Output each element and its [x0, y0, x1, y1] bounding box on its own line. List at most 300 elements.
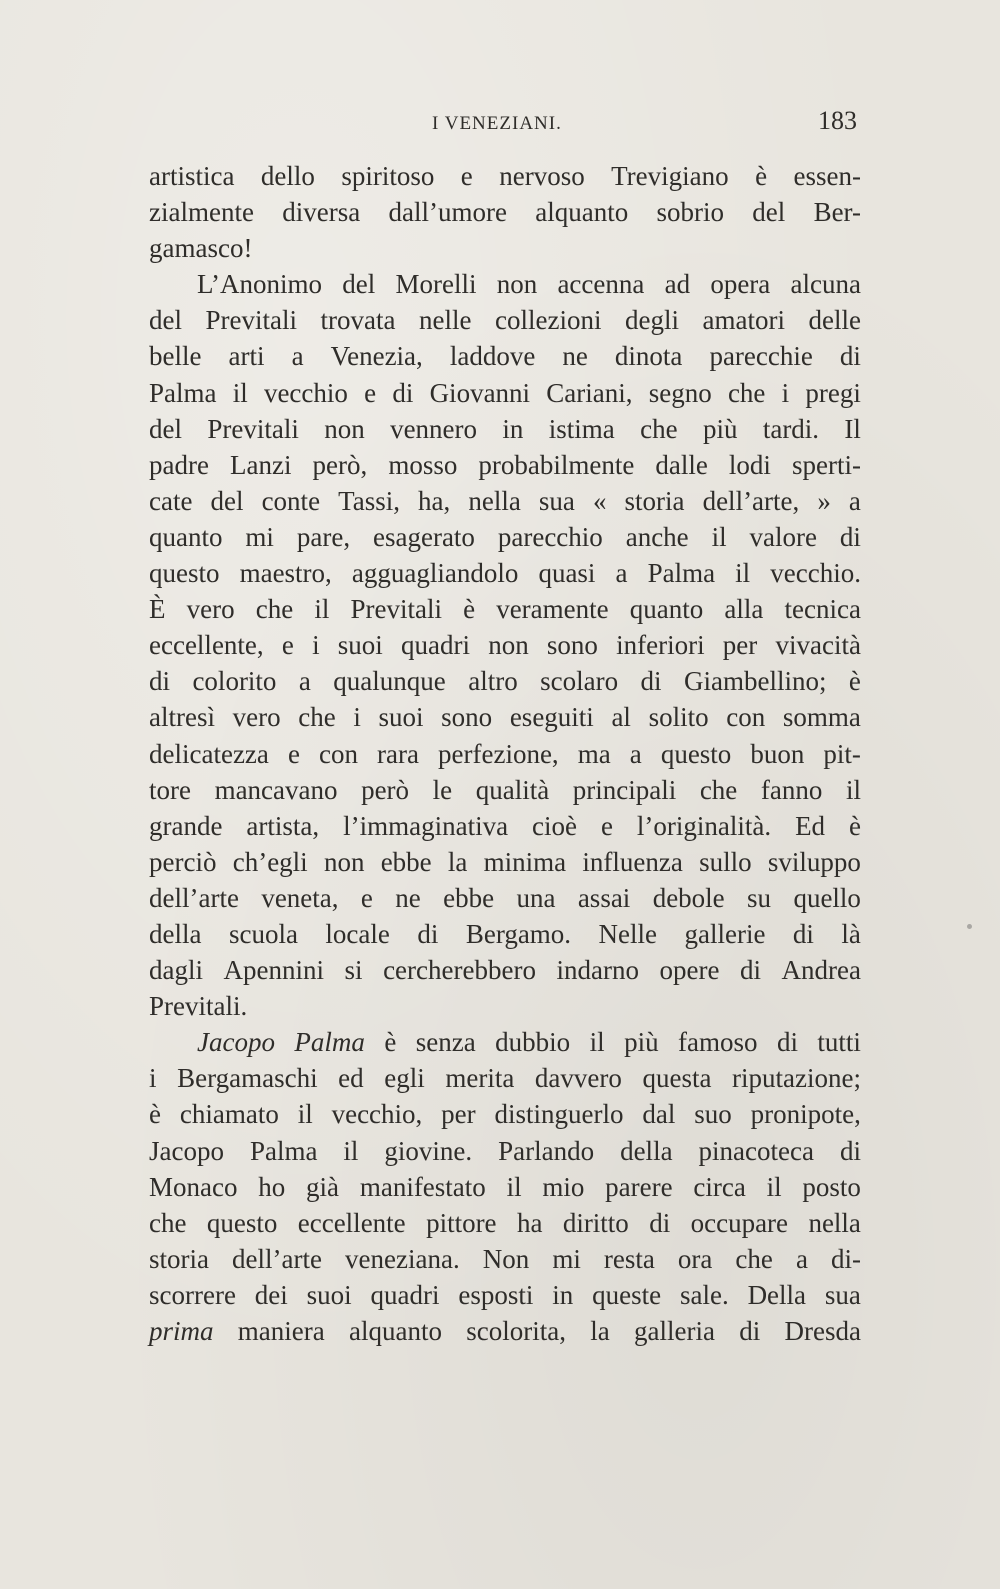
word: i: [149, 1063, 157, 1094]
word: altro: [468, 666, 518, 697]
word: che: [640, 413, 678, 444]
word: diritto: [562, 1207, 629, 1238]
text-line: [149, 1277, 861, 1313]
word: quanto: [629, 594, 704, 625]
word: Morelli: [395, 269, 477, 300]
word: il: [711, 521, 727, 552]
word: dall’umore: [388, 197, 507, 228]
text-line: [149, 302, 861, 338]
word: a: [291, 341, 304, 372]
word: locale: [325, 918, 390, 949]
word: sua: [824, 1279, 861, 1310]
text-line: [149, 338, 861, 374]
word: a: [848, 485, 861, 516]
word: di: [839, 341, 861, 372]
word: dell’arte,: [702, 485, 800, 516]
word: L’Anonimo: [197, 269, 323, 300]
text-line: [149, 1060, 861, 1096]
word: famoso: [678, 1027, 758, 1058]
word: cioè: [532, 810, 577, 841]
word: eseguiti: [509, 702, 594, 733]
text-line: [149, 411, 861, 447]
word: Il: [844, 413, 861, 444]
word: vecchio,: [331, 1099, 423, 1130]
word: vivacità: [775, 630, 861, 661]
word: resta: [603, 1243, 655, 1274]
word: altresì: [149, 702, 215, 733]
word: veramente: [496, 594, 609, 625]
word: e: [360, 882, 373, 913]
word: essen-: [793, 161, 861, 191]
word: quadri: [370, 1279, 440, 1310]
word: inferiori: [616, 630, 705, 661]
word: di: [839, 1135, 861, 1166]
word: anche: [625, 521, 689, 552]
word: scorrere: [149, 1279, 236, 1310]
word: opera: [710, 269, 771, 300]
word: Palma: [149, 377, 217, 408]
word: scolaro: [540, 666, 619, 697]
word: suo: [694, 1099, 732, 1130]
word: distinguerlo: [494, 1099, 624, 1130]
word: Jacopo: [149, 1135, 224, 1166]
word: alcuna: [790, 269, 861, 300]
word: Andrea: [781, 955, 861, 986]
running-head: I VENEZIANI.: [432, 113, 562, 134]
word: artista,: [246, 810, 320, 841]
word: senza: [415, 1027, 476, 1058]
word: di: [149, 666, 171, 697]
text-line: [149, 844, 861, 880]
word: del: [149, 413, 182, 444]
word: grande: [149, 810, 223, 841]
word: tecnica: [784, 594, 861, 625]
word: queste: [592, 1279, 662, 1310]
word: gamasco!: [149, 233, 253, 264]
word: mosso: [388, 449, 458, 480]
word: che: [298, 702, 336, 733]
word: che: [255, 594, 294, 625]
word: storia: [149, 1243, 209, 1274]
word: dal: [642, 1099, 676, 1130]
word: là: [841, 918, 861, 949]
text-line: [149, 1024, 861, 1060]
word: Trevigiano: [611, 161, 729, 191]
word: però,: [312, 449, 368, 480]
word: mi: [245, 521, 274, 552]
word: a: [615, 558, 628, 589]
word: per: [722, 630, 758, 661]
word: amatori: [702, 305, 785, 336]
word: opere: [659, 955, 720, 986]
word: Apennini: [223, 955, 325, 986]
word: egli: [384, 1063, 425, 1094]
word: Previtali.: [149, 991, 248, 1022]
word: alla: [724, 594, 764, 625]
word: mancavano: [214, 774, 338, 805]
text-line: [149, 1133, 861, 1169]
word: indarno: [556, 955, 639, 986]
word: dei: [254, 1279, 288, 1310]
word: prima: [149, 1316, 214, 1346]
text-line: [149, 1241, 861, 1277]
word: tardi.: [762, 413, 820, 444]
word: a: [629, 738, 642, 769]
word: in: [502, 413, 524, 444]
word: dubbio: [495, 1027, 571, 1058]
word: qualità: [475, 774, 550, 805]
word: di: [776, 1027, 798, 1058]
word: Monaco: [149, 1171, 238, 1202]
text-line: [149, 627, 861, 663]
word: Della: [747, 1279, 807, 1310]
word: minima: [483, 846, 567, 877]
word: ch’egli: [232, 846, 308, 877]
word: è: [849, 810, 861, 841]
word: è: [848, 666, 861, 697]
text-line: [149, 663, 861, 699]
word: con: [726, 702, 766, 733]
word: perciò: [149, 846, 217, 877]
word: alquanto: [535, 197, 629, 228]
word: riputazione;: [732, 1063, 861, 1094]
word: maestro,: [239, 558, 332, 589]
word: pinacoteca: [698, 1135, 814, 1166]
word: Palma: [294, 1027, 365, 1058]
word: di: [417, 918, 439, 949]
word: dinota: [614, 341, 683, 372]
word: i: [312, 630, 320, 661]
word: dalle: [655, 449, 708, 480]
word: e: [364, 377, 377, 408]
word: quello: [793, 882, 861, 913]
word: Parlando: [498, 1135, 595, 1166]
word: le: [432, 774, 453, 805]
page-number: 183: [818, 106, 857, 135]
word: Bergamo.: [465, 918, 572, 949]
word: suoi: [337, 630, 383, 661]
text-line: [149, 1313, 861, 1349]
word: belle: [149, 341, 202, 372]
word: degli: [624, 305, 679, 336]
word: occupare: [690, 1207, 789, 1238]
word: Non: [482, 1243, 530, 1274]
word: il: [343, 1135, 359, 1166]
text-line: [149, 375, 861, 411]
text-line: [149, 1205, 861, 1241]
word: ebbe: [380, 846, 432, 877]
word: Previtali: [350, 594, 442, 625]
text-line: [149, 194, 861, 230]
word: e: [600, 810, 613, 841]
word: mio: [542, 1171, 585, 1202]
word: quadri: [401, 630, 470, 661]
word: sono: [546, 630, 598, 661]
word: circa: [693, 1171, 746, 1202]
word: il: [845, 774, 861, 805]
word: delicatezza: [149, 738, 269, 769]
word: ha: [516, 1207, 543, 1238]
word: più: [624, 1027, 659, 1058]
word: alquanto: [349, 1316, 442, 1346]
text-line: [149, 808, 861, 844]
word: sviluppo: [767, 846, 861, 877]
word: lodi: [728, 449, 771, 480]
word: galleria: [634, 1316, 715, 1346]
word: vecchio.: [770, 558, 861, 589]
word: il: [314, 594, 330, 625]
word: Palma: [647, 558, 716, 589]
word: vero: [232, 702, 281, 733]
word: è: [463, 594, 476, 625]
word: di: [649, 1207, 671, 1238]
word: «: [592, 485, 607, 516]
word: e: [281, 630, 294, 661]
word: il: [589, 1027, 605, 1058]
word: ho: [258, 1171, 286, 1202]
word: istima: [548, 413, 615, 444]
word: Dresda: [784, 1316, 861, 1346]
word: eccellente,: [149, 630, 264, 661]
word: Cariani,: [546, 377, 633, 408]
word: laddove: [449, 341, 536, 372]
word: vero: [186, 594, 235, 625]
word: questo: [206, 1207, 278, 1238]
word: giovine.: [384, 1135, 473, 1166]
text-line: [149, 699, 861, 735]
word: dagli: [149, 955, 203, 986]
word: rara: [377, 738, 419, 769]
word: accenna: [557, 269, 645, 300]
word: l’immaginativa: [343, 810, 509, 841]
word: È: [149, 594, 166, 625]
word: eccellente: [297, 1207, 406, 1238]
word: Ed: [795, 810, 826, 841]
word: »: [817, 485, 831, 516]
word: sobrio: [656, 197, 724, 228]
word: spiritoso: [341, 161, 435, 191]
word: non: [496, 269, 538, 300]
word: zialmente: [149, 197, 254, 228]
word: di: [792, 918, 814, 949]
word: Giambellino;: [684, 666, 827, 697]
word: Bergamaschi: [177, 1063, 318, 1094]
word: che: [735, 1243, 773, 1274]
text-line: [149, 952, 861, 988]
word: i: [781, 377, 790, 408]
word: parecchio: [497, 521, 603, 552]
word: è: [384, 1027, 397, 1058]
word: Jacopo: [197, 1027, 275, 1058]
paper-speck: [967, 924, 972, 929]
word: dello: [260, 161, 315, 191]
word: debole: [652, 882, 725, 913]
word: pit-: [823, 738, 861, 769]
word: nelle: [419, 305, 472, 336]
word: diversa: [282, 197, 361, 228]
text-line: [149, 158, 861, 194]
word: veneta,: [261, 882, 339, 913]
word: ora: [677, 1243, 713, 1274]
word: influenza: [582, 846, 683, 877]
text-line: [149, 230, 861, 266]
word: questo: [660, 738, 732, 769]
text-line: [149, 555, 861, 591]
word: sono: [441, 702, 493, 733]
word: questo: [149, 558, 220, 589]
word: nella: [468, 485, 521, 516]
word: pronipote,: [750, 1099, 861, 1130]
word: è: [149, 1099, 161, 1130]
word: ne: [395, 882, 421, 913]
word: somma: [782, 702, 861, 733]
word: il: [766, 1171, 782, 1202]
word: quanto: [149, 521, 223, 552]
word: però: [361, 774, 410, 805]
word: tutti: [817, 1027, 861, 1058]
word: per: [441, 1099, 476, 1130]
word: conte: [261, 485, 321, 516]
text-line: [149, 1169, 861, 1205]
word: il: [735, 558, 751, 589]
word: Tassi,: [338, 485, 400, 516]
word: dell’arte: [232, 1243, 322, 1274]
word: di: [739, 955, 761, 986]
text-line: [149, 1096, 861, 1132]
word: di-: [830, 1243, 861, 1274]
word: Ber-: [813, 197, 861, 228]
word: gallerie: [684, 918, 766, 949]
word: il: [297, 1099, 313, 1130]
word: arti: [228, 341, 265, 372]
word: quasi: [538, 558, 596, 589]
word: agguagliandolo: [351, 558, 519, 589]
word: con: [318, 738, 358, 769]
word: scuola: [228, 918, 298, 949]
word: perfezione,: [438, 738, 559, 769]
text-line: [149, 266, 861, 302]
word: pittore: [426, 1207, 497, 1238]
word: di: [640, 666, 662, 697]
word: si: [344, 955, 363, 986]
word: l’originalità.: [636, 810, 772, 841]
word: ne: [562, 341, 588, 372]
word: già: [306, 1171, 340, 1202]
word: dell’arte: [149, 882, 239, 913]
word: su: [747, 882, 772, 913]
word: del: [210, 485, 244, 516]
word: parecchie: [709, 341, 813, 372]
word: cate: [149, 485, 193, 516]
word: Venezia,: [330, 341, 423, 372]
word: valore: [749, 521, 817, 552]
word: una: [516, 882, 556, 913]
word: tore: [149, 774, 191, 805]
word: Palma: [249, 1135, 318, 1166]
word: che: [149, 1207, 187, 1238]
text-line: [149, 988, 861, 1024]
word: Previtali: [207, 413, 299, 444]
word: manifestato: [359, 1171, 486, 1202]
word: parere: [605, 1171, 673, 1202]
word: solito: [648, 702, 709, 733]
word: non: [323, 846, 365, 877]
word: merita: [445, 1063, 515, 1094]
text-line: [149, 880, 861, 916]
word: della: [149, 918, 202, 949]
word: artistica: [149, 161, 235, 191]
word: ed: [338, 1063, 364, 1094]
word: delle: [808, 305, 861, 336]
word: posto: [802, 1171, 861, 1202]
body-text: [149, 158, 861, 1349]
word: mi: [552, 1243, 581, 1274]
word: collezioni: [495, 305, 602, 336]
word: davvero: [534, 1063, 622, 1094]
word: la: [447, 846, 468, 877]
word: che: [699, 774, 738, 805]
word: del: [342, 269, 376, 300]
word: sua: [538, 485, 575, 516]
word: suoi: [378, 702, 424, 733]
word: sullo: [699, 846, 752, 877]
word: che: [727, 377, 766, 408]
word: padre: [149, 449, 209, 480]
word: colorito: [192, 666, 277, 697]
word: vecchio: [263, 377, 348, 408]
word: Previtali: [205, 305, 297, 336]
word: nervoso: [499, 161, 585, 191]
word: suoi: [306, 1279, 352, 1310]
text-line: [149, 519, 861, 555]
word: a: [298, 666, 311, 697]
word: non: [324, 413, 365, 444]
word: esposti: [458, 1279, 534, 1310]
word: trovata: [320, 305, 396, 336]
word: maniera: [237, 1316, 325, 1346]
word: a: [795, 1243, 808, 1274]
word: veneziana.: [345, 1243, 460, 1274]
word: ebbe: [443, 882, 495, 913]
word: di: [739, 1316, 761, 1346]
word: storia: [624, 485, 685, 516]
word: del: [752, 197, 786, 228]
word: questa: [642, 1063, 712, 1094]
word: è: [755, 161, 768, 191]
word: cercherebbero: [383, 955, 536, 986]
word: sperti-: [791, 449, 861, 480]
word: probabilmente: [478, 449, 635, 480]
word: chiamato: [179, 1099, 279, 1130]
word: della: [620, 1135, 673, 1166]
word: sale.: [679, 1279, 729, 1310]
text-line: [149, 483, 861, 519]
word: fanno: [760, 774, 823, 805]
word: la: [590, 1316, 610, 1346]
text-line: [149, 772, 861, 808]
word: Nelle: [598, 918, 658, 949]
word: del: [149, 305, 182, 336]
word: vennero: [390, 413, 478, 444]
word: nella: [808, 1207, 861, 1238]
word: e: [287, 738, 300, 769]
word: ma: [577, 738, 611, 769]
word: il: [506, 1171, 522, 1202]
word: Lanzi: [230, 449, 292, 480]
word: scolorita,: [466, 1316, 566, 1346]
word: in: [552, 1279, 574, 1310]
word: ad: [664, 269, 691, 300]
